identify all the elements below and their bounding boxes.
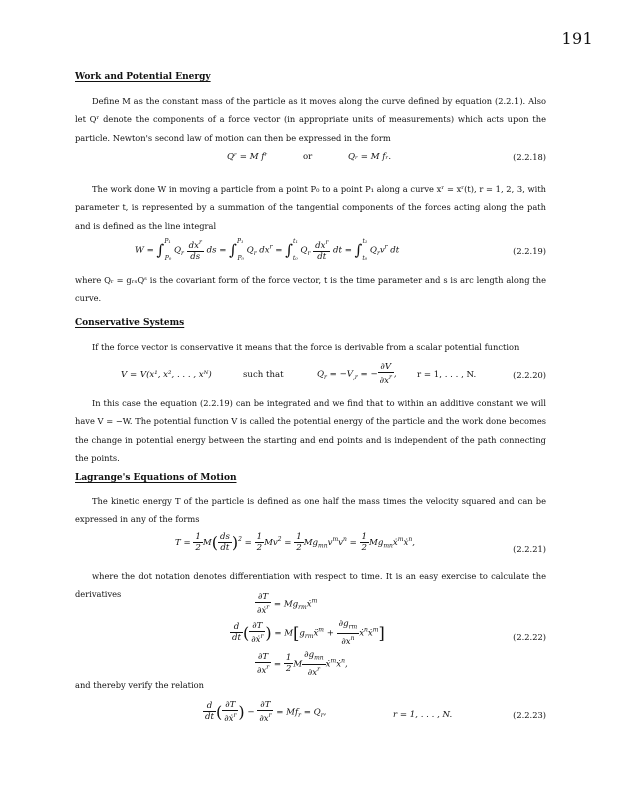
paragraph-lagrange-3: and thereby verify the relation xyxy=(75,680,204,690)
eq-2-2-19-body: W = ∫$^{P_1}$P₀ $Q_r$ $\frac{dx^r}{ds}$ ds = ∫$^{P_1}$P₀ $Q_r$ $dx^r = \int^{t_1}t_0$ $Q_r$ $\frac{dx^r}{dt}$ dt = ∫$^{t_1}$t₀ $Q_rv^r$ dt xyxy=(135,238,400,262)
eq-2-2-22-number: (2.2.22) xyxy=(513,632,546,642)
paragraph-conservative-1: If the force vector is conservative it means that the force is derivable from a scalar potential function xyxy=(92,342,520,352)
equation-2-2-22 xyxy=(75,592,546,678)
paragraph-work-2: The work done W in moving a particle from a point P₀ to a point P₁ along a curve xʳ = xʳ(t), r = 1, 2, 3, with parameter t, is represented by a summation of the tangential components of the forces acting along the path and is defined as the line integral xyxy=(75,184,546,231)
section-heading-lagrange: Lagrange's Equations of Motion xyxy=(75,473,237,483)
eq-2-2-20-range: r = 1, . . . , N. xyxy=(417,370,477,380)
eq-2-2-22-line2: $\frac{d}{dt}$ ( $\frac{\partial T}{\partial ẋ^r}$ ) = $M[g_{rm}ẍ^m$ + $\frac{\partial g_{rm}}{\partial x^n}$ ẋ$^n$ẋ$^m$] xyxy=(232,619,385,647)
equation-2-2-19 xyxy=(75,238,546,268)
eq-2-2-20-such-that: such that xyxy=(243,370,284,380)
eq-2-2-18-or: or xyxy=(303,152,313,162)
paragraph-lagrange-1: The kinetic energy T of the particle is defined as one half the mass times the velocity squared and can be expressed in any of the forms xyxy=(75,496,546,525)
eq-2-2-23-number: (2.2.23) xyxy=(513,710,546,720)
eq-2-2-20-left: V = V(x¹, x², . . . , xᴺ) xyxy=(121,370,212,380)
eq-2-2-22-line3: $\frac{\partial T}{\partial x^r}$ = $\frac{1}{2}$ M $\frac{\partial g_{mn}}{\partial x^r}$ ẋ$^m$ẋ$^n$, xyxy=(257,650,348,678)
page-number: 191 xyxy=(561,29,593,48)
eq-2-2-21-body: T = $\frac{1}{2}$ M( $\frac{ds}{dt}$ )$^2$ = $\frac{1}{2}$ $Mv^2$ = $\frac{1}{2}$ $Mg_{mn}v^mv^n$ = $\frac{1}{2}$ $Mg_{mn}ẋ^mẋ^n$, xyxy=(175,532,415,553)
section-heading-work: Work and Potential Energy xyxy=(75,72,211,82)
equation-2-2-23 xyxy=(75,700,546,730)
paragraph-work-1: Define M as the constant mass of the particle as it moves along the curve defined by equation (2.2.1). Also let Qʳ denote the components of a force vector (in appropriate units of measurements) which acts upon the particle. Newton's second law of motion can then be expressed in the form xyxy=(75,96,546,143)
paragraph-work-3: where Qᵣ = gᵣₛQˢ is the covariant form of the force vector, t is the time parameter and s is arc length along the curve. xyxy=(75,275,546,304)
eq-2-2-22-line1: $\frac{\partial T}{\partial ẋ^r}$ = $Mg_{rm}ẋ^m$ xyxy=(257,592,318,616)
eq-2-2-18-left: Qʳ = M fʳ xyxy=(227,152,268,162)
eq-2-2-18-number: (2.2.18) xyxy=(513,152,546,162)
paragraph-lagrange-2: where the dot notation denotes differentiation with respect to time. It is an easy exercise to calculate the derivatives xyxy=(75,571,546,600)
eq-2-2-23-range: r = 1, . . . , N. xyxy=(393,710,453,720)
eq-2-2-19-number: (2.2.19) xyxy=(513,246,546,256)
section-heading-conservative: Conservative Systems xyxy=(75,318,185,328)
eq-2-2-18-right: Qᵣ = M fᵣ. xyxy=(348,152,392,162)
eq-2-2-23-body: $\frac{d}{dt}$ ( $\frac{\partial T}{\partial ẋ^r}$ ) − $\frac{\partial T}{\partial x^r}$ = $Mf_r = Q_r$, xyxy=(205,700,327,724)
equation-2-2-20 xyxy=(75,362,546,392)
eq-2-2-21-number: (2.2.21) xyxy=(513,544,546,554)
equation-2-2-18 xyxy=(75,152,546,166)
equation-2-2-21 xyxy=(75,532,546,564)
eq-2-2-20-middle: $Q_r = -V_{,r}$ = − $\frac{\partial V}{\partial x^r}$ , xyxy=(317,362,397,386)
paragraph-conservative-2: In this case the equation (2.2.19) can be integrated and we find that to within an additive constant we will have V = −W. The potential function V is called the potential energy of the particle and the work done becomes the change in potential energy between the starting and end points and is independent of the path connecting the points. xyxy=(75,398,546,463)
eq-2-2-20-number: (2.2.20) xyxy=(513,370,546,380)
